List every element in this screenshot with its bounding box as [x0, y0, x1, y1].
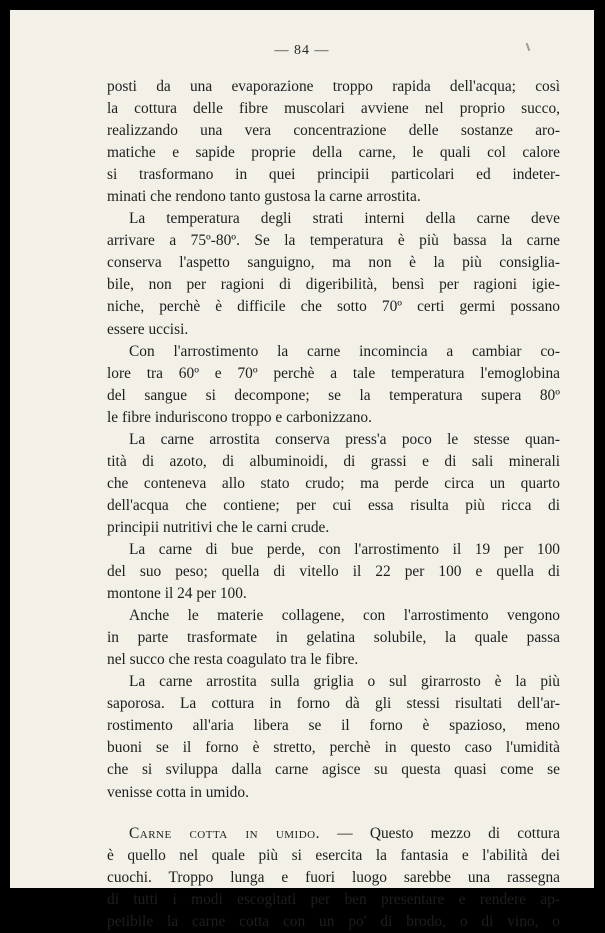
- text-line: che conteneva allo stato crudo; ma perde circa un quarto: [107, 474, 560, 492]
- body-text: [107, 76, 560, 933]
- text-line: Anche le materie collagene, con l'arrostimento vengono: [129, 607, 560, 625]
- text-line: conserva l'aspetto sanguigno, ma non è la più consiglia-: [107, 254, 560, 272]
- paragraph-1: [107, 76, 560, 208]
- text-line: buoni se il forno è stretto, perchè in questo caso l'umidità: [107, 739, 560, 757]
- paragraph-3: [107, 341, 560, 429]
- book-page: [10, 10, 594, 930]
- text-line: matiche e sapide proprie della carne, le quali col calore: [107, 144, 560, 162]
- text-line: tità di azoto, di albuminoidi, di grassi e di sali minerali: [107, 452, 560, 470]
- text-line: petibile la carne cotta con un po' di brodo, o di vino, o: [107, 912, 560, 930]
- section-first-line: [107, 823, 560, 845]
- text-line: La carne arrostita conserva press'a poco le stesse quan-: [129, 430, 560, 448]
- section-first-line-text: — Questo mezzo di cottura: [319, 824, 561, 842]
- text-line: in parte trasformate in gelatina solubile, la quale passa: [107, 629, 560, 647]
- text-line: Con l'arrostimento la carne incomincia a cambiar co-: [129, 342, 560, 360]
- text-line: rostimento all'aria libera se il forno è spazioso, meno: [107, 717, 560, 735]
- paragraph-6: [107, 605, 560, 671]
- text-line: arrivare a 75º-80º. Se la temperatura è più bassa la carne: [107, 232, 560, 250]
- text-line: la cottura delle fibre muscolari avviene nel proprio succo,: [107, 100, 560, 118]
- section-heading: Carne cotta in umido.: [129, 824, 320, 842]
- text-line: del sangue si decompone; se la temperatura supera 80º: [107, 386, 560, 404]
- text-line: essere uccisi.: [107, 320, 189, 338]
- page-number: — 84 —: [274, 43, 330, 58]
- text-line: posti da una evaporazione troppo rapida dell'acqua; così: [107, 78, 560, 95]
- text-line: minati che rendono tanto gustosa la carne arrostita.: [107, 188, 421, 206]
- text-line: La carne di bue perde, con l'arrostimento il 19 per 100: [129, 540, 560, 558]
- text-line: niche, perchè è difficile che sotto 70º certi germi possano: [107, 298, 560, 316]
- text-line: La carne arrostita sulla griglia o sul girarrosto è la più: [129, 673, 560, 691]
- text-line: principii nutritivi che le carni crude.: [107, 518, 330, 536]
- paragraph-4: [107, 429, 560, 539]
- text-line: nel succo che resta coagulato tra le fibre.: [107, 651, 359, 669]
- paragraph-5: [107, 539, 560, 605]
- paragraph-2: [107, 208, 560, 340]
- section-spacer: [107, 804, 560, 823]
- text-line: realizzando una vera concentrazione delle sostanze aro-: [107, 122, 560, 140]
- text-line: del suo peso; quella di vitello il 22 per 100 e quella di: [107, 563, 560, 581]
- text-line: si trasformano in quei principii particolari ed indeter-: [107, 166, 560, 184]
- text-line: è quello nel quale più si esercita la fantasia e l'abilità dei: [107, 846, 560, 864]
- paragraph-7: [107, 671, 560, 803]
- text-line: dell'acqua che contiene; per cui essa risulta più ricca di: [107, 496, 560, 514]
- text-line: bile, non per ragioni di digeribilità, bensì per ragioni igie-: [107, 276, 560, 294]
- text-line: che si sviluppa dalla carne agisce su questa quasi come se: [107, 761, 560, 779]
- text-line: montone il 24 per 100.: [107, 585, 247, 603]
- text-line: le fibre induriscono troppo e carbonizzano.: [107, 408, 372, 426]
- text-line: lore tra 60º e 70º perchè a tale temperatura l'emoglobina: [107, 364, 560, 382]
- section-carne-cotta-in-umido: [107, 823, 560, 933]
- text-line: cuochi. Troppo lunga e fuori luogo sarebbe una rassegna: [107, 868, 560, 886]
- text-line: venisse cotta in umido.: [107, 783, 249, 801]
- text-line: di tutti i modi escogitati per ben presentare e rendere ap-: [107, 890, 560, 908]
- text-line: saporosa. La cottura in forno dà gli stessi risultati dell'ar-: [107, 695, 560, 713]
- text-line: La temperatura degli strati interni della carne deve: [129, 210, 560, 228]
